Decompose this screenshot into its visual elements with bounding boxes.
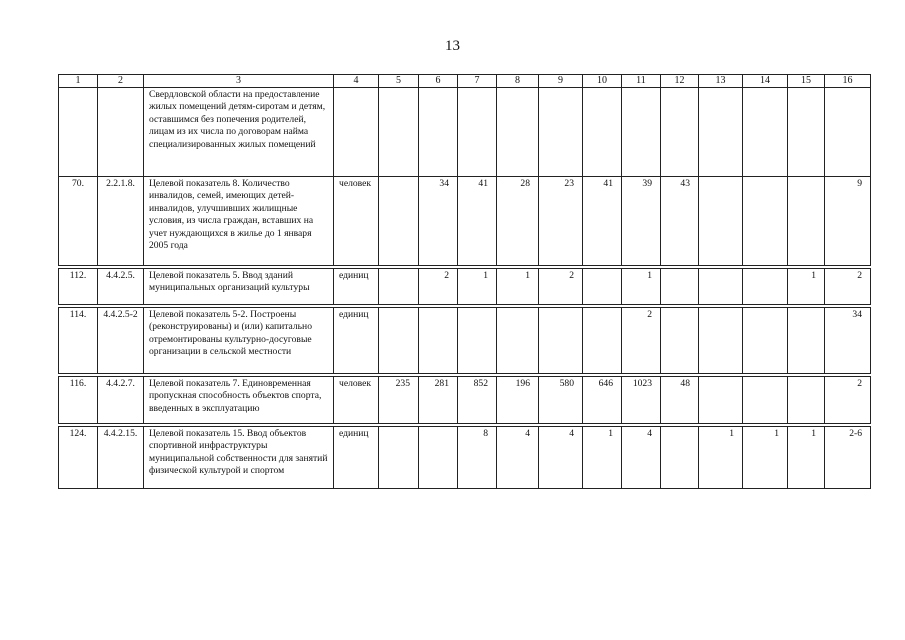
value-cell: 196 — [497, 377, 539, 424]
indicator-code-cell: 4.4.2.5-2 — [98, 308, 144, 374]
value-cell: 2 — [825, 377, 871, 424]
value-cell — [497, 308, 539, 374]
value-cell — [788, 308, 825, 374]
value-cell: 34 — [419, 177, 458, 266]
value-cell — [661, 88, 699, 177]
value-cell — [743, 177, 788, 266]
indicator-description-cell: Целевой показатель 7. Единовременная пропускная способность объектов спорта, введенных в эксплуатацию — [144, 377, 334, 424]
table-row — [59, 377, 871, 424]
value-cell — [379, 269, 419, 305]
row-number-cell — [59, 88, 98, 177]
value-cell — [419, 308, 458, 374]
value-cell — [743, 377, 788, 424]
value-cell: 23 — [539, 177, 583, 266]
value-cell — [743, 88, 788, 177]
value-cell — [825, 88, 871, 177]
value-cell — [583, 88, 622, 177]
unit-cell: единиц — [334, 427, 379, 489]
value-cell — [699, 269, 743, 305]
table-row — [59, 269, 871, 305]
value-cell — [583, 308, 622, 374]
indicator-code-cell — [98, 88, 144, 177]
table-row — [59, 427, 871, 489]
value-cell: 1023 — [622, 377, 661, 424]
column-number-4: 4 — [334, 75, 379, 88]
indicator-code-cell: 4.4.2.5. — [98, 269, 144, 305]
indicator-description-cell: Целевой показатель 8. Количество инвалидов, семей, имеющих детей-инвалидов, улучшивших жилищные условия, из числа граждан, вставших на учет нуждающихся в жилье до 1 января 2005 года — [144, 177, 334, 266]
value-cell: 1 — [458, 269, 497, 305]
value-cell — [379, 88, 419, 177]
value-cell: 2-6 — [825, 427, 871, 489]
indicator-description-cell: Целевой показатель 5. Ввод зданий муниципальных организаций культуры — [144, 269, 334, 305]
column-number-13: 13 — [699, 75, 743, 88]
row-number-cell: 124. — [59, 427, 98, 489]
value-cell — [788, 377, 825, 424]
page-number: 13 — [445, 38, 460, 54]
column-number-11: 11 — [622, 75, 661, 88]
value-cell: 646 — [583, 377, 622, 424]
unit-cell: человек — [334, 377, 379, 424]
indicators-table — [58, 74, 871, 489]
value-cell: 43 — [661, 177, 699, 266]
value-cell: 41 — [583, 177, 622, 266]
value-cell: 1 — [788, 269, 825, 305]
value-cell: 39 — [622, 177, 661, 266]
value-cell — [661, 269, 699, 305]
value-cell — [458, 88, 497, 177]
indicator-code-cell: 4.4.2.7. — [98, 377, 144, 424]
value-cell: 8 — [458, 427, 497, 489]
value-cell — [743, 269, 788, 305]
indicator-code-cell: 2.2.1.8. — [98, 177, 144, 266]
value-cell: 2 — [622, 308, 661, 374]
unit-cell — [334, 88, 379, 177]
value-cell — [539, 308, 583, 374]
value-cell: 1 — [497, 269, 539, 305]
value-cell — [419, 427, 458, 489]
value-cell — [583, 269, 622, 305]
value-cell — [661, 427, 699, 489]
value-cell — [699, 177, 743, 266]
table-row — [59, 177, 871, 266]
indicator-description-cell: Свердловской области на предоставление жилых помещений детям-сиротам и детям, оставшимся без попечения родителей, лицам из их числа по договорам найма специализированных жилых помещений — [144, 88, 334, 177]
column-number-16: 16 — [825, 75, 871, 88]
value-cell: 852 — [458, 377, 497, 424]
column-number-8: 8 — [497, 75, 539, 88]
indicator-code-cell: 4.4.2.15. — [98, 427, 144, 489]
value-cell — [788, 88, 825, 177]
column-number-3: 3 — [144, 75, 334, 88]
value-cell: 4 — [539, 427, 583, 489]
unit-cell: единиц — [334, 269, 379, 305]
column-number-12: 12 — [661, 75, 699, 88]
row-number-cell: 116. — [59, 377, 98, 424]
value-cell — [743, 308, 788, 374]
column-number-1: 1 — [59, 75, 98, 88]
value-cell: 48 — [661, 377, 699, 424]
value-cell: 1 — [622, 269, 661, 305]
table-header-row — [59, 75, 871, 88]
value-cell: 1 — [583, 427, 622, 489]
value-cell: 281 — [419, 377, 458, 424]
value-cell: 235 — [379, 377, 419, 424]
value-cell: 1 — [788, 427, 825, 489]
unit-cell: человек — [334, 177, 379, 266]
value-cell: 2 — [419, 269, 458, 305]
value-cell: 4 — [622, 427, 661, 489]
indicator-description-cell: Целевой показатель 15. Ввод объектов спортивной инфраструктуры муниципальной собственности для занятий физической культурой и спортом — [144, 427, 334, 489]
column-number-14: 14 — [743, 75, 788, 88]
value-cell — [661, 308, 699, 374]
value-cell — [699, 377, 743, 424]
value-cell: 28 — [497, 177, 539, 266]
column-number-9: 9 — [539, 75, 583, 88]
column-number-7: 7 — [458, 75, 497, 88]
value-cell: 34 — [825, 308, 871, 374]
value-cell: 580 — [539, 377, 583, 424]
value-cell — [622, 88, 661, 177]
value-cell: 2 — [539, 269, 583, 305]
row-number-cell: 112. — [59, 269, 98, 305]
value-cell — [699, 308, 743, 374]
column-number-15: 15 — [788, 75, 825, 88]
value-cell — [497, 88, 539, 177]
row-number-cell: 70. — [59, 177, 98, 266]
value-cell: 41 — [458, 177, 497, 266]
column-number-2: 2 — [98, 75, 144, 88]
column-number-6: 6 — [419, 75, 458, 88]
value-cell — [539, 88, 583, 177]
value-cell — [419, 88, 458, 177]
value-cell — [458, 308, 497, 374]
value-cell: 1 — [699, 427, 743, 489]
indicator-description-cell: Целевой показатель 5-2. Построены (реконструированы) и (или) капитально отремонтированы культурно-досуговые организации в сельской местности — [144, 308, 334, 374]
table-row — [59, 308, 871, 374]
value-cell — [379, 427, 419, 489]
unit-cell: единиц — [334, 308, 379, 374]
value-cell — [788, 177, 825, 266]
value-cell — [379, 308, 419, 374]
table-row — [59, 88, 871, 177]
column-number-5: 5 — [379, 75, 419, 88]
value-cell — [699, 88, 743, 177]
column-number-10: 10 — [583, 75, 622, 88]
value-cell: 9 — [825, 177, 871, 266]
value-cell: 1 — [743, 427, 788, 489]
value-cell: 2 — [825, 269, 871, 305]
row-number-cell: 114. — [59, 308, 98, 374]
value-cell — [379, 177, 419, 266]
value-cell: 4 — [497, 427, 539, 489]
